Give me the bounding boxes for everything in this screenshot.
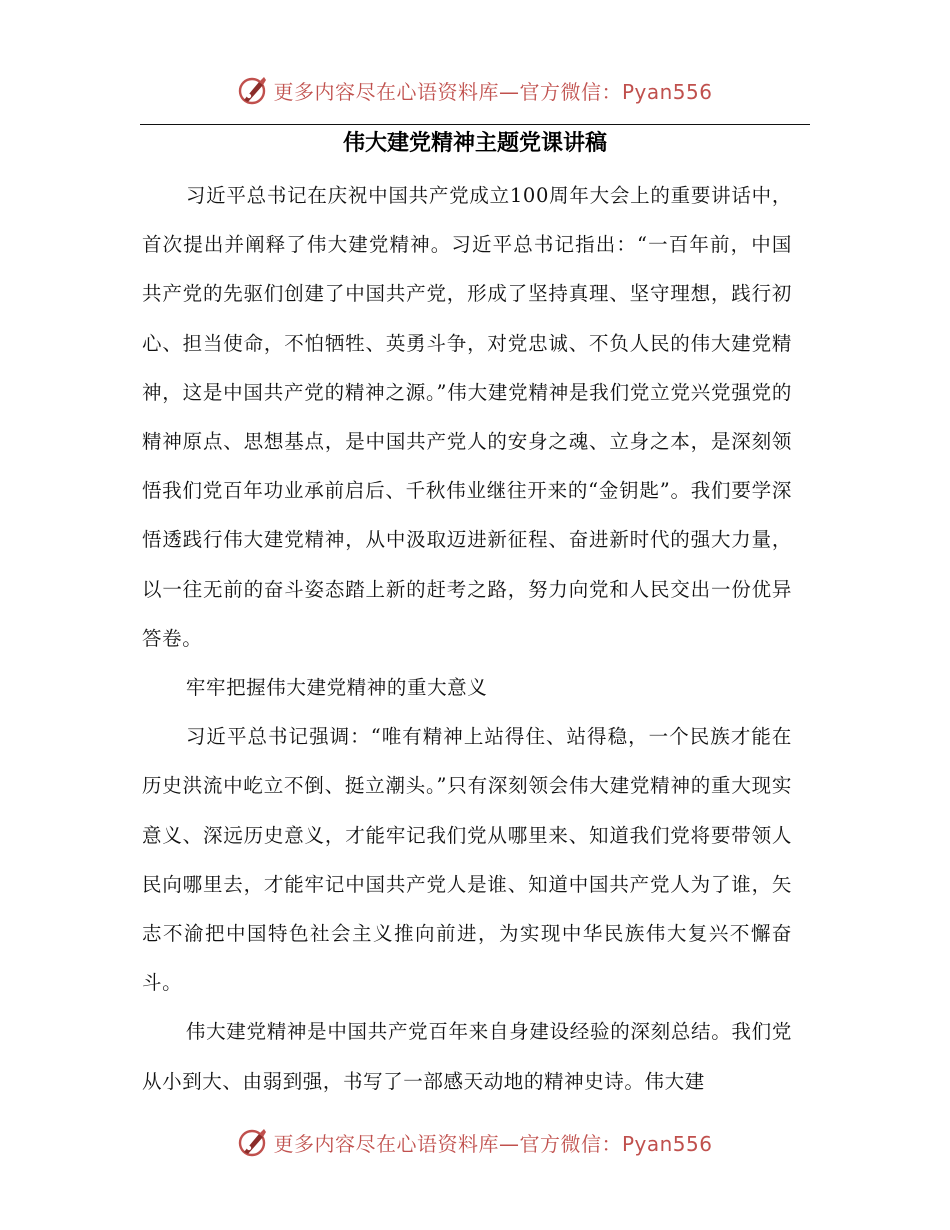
footer-banner-text: 更多内容尽在心语资料库—官方微信：Pyan556 <box>273 1131 713 1156</box>
paragraph-intro: 习近平总书记在庆祝中国共产党成立100周年大会上的重要讲话中，首次提出并阐释了伟大建党精神。习近平总书记指出：“一百年前，中国共产党的先驱们创建了中国共产党，形成了坚持真理、坚守理想，践行初心、担当使命，不怕牺牲、英勇斗争，对党忠诚、不负人民的伟大建党精神，这是中国共产党的精神之源。”伟大建党精神是我们党立党兴党强党的精神原点、思想基点，是中国共产党人的安身之魂、立身之本，是深刻领悟我们党百年功业承前启后、千秋伟业继往开来的“金钥匙”。我们要学深悟透践行伟大建党精神，从中汲取迈进新征程、奋进新时代的强大力量，以一往无前的奋斗姿态踏上新的赶考之路，努力向党和人民交出一份优异答卷。 <box>142 184 792 650</box>
header-banner-text: 更多内容尽在心语资料库—官方微信：Pyan556 <box>273 79 713 104</box>
header-banner <box>0 70 950 110</box>
pen-logo-icon <box>237 1126 269 1158</box>
document-body <box>142 171 792 1106</box>
section-heading: 牢牢把握伟大建党精神的重大意义 <box>185 676 488 700</box>
pen-logo-icon <box>237 74 269 106</box>
paragraph-significance: 习近平总书记强调：“唯有精神上站得住、站得稳，一个民族才能在历史洪流中屹立不倒、挺立潮头。”只有深刻领会伟大建党精神的重大现实意义、深远历史意义，才能牢记我们党从哪里来、知道我们党将要带领人民向哪里去，才能牢记中国共产党人是谁、知道中国共产党人为了谁，矢志不渝把中国特色社会主义推向前进，为实现中华民族伟大复兴不懈奋斗。 <box>142 725 792 995</box>
footer-banner <box>0 1122 950 1162</box>
header-divider <box>140 124 810 125</box>
paragraph-summary: 伟大建党精神是中国共产党百年来自身建设经验的深刻总结。我们党从小到大、由弱到强，书写了一部感天动地的精神史诗。伟大建 <box>142 1020 792 1093</box>
document-title: 伟大建党精神主题党课讲稿 <box>342 130 607 156</box>
